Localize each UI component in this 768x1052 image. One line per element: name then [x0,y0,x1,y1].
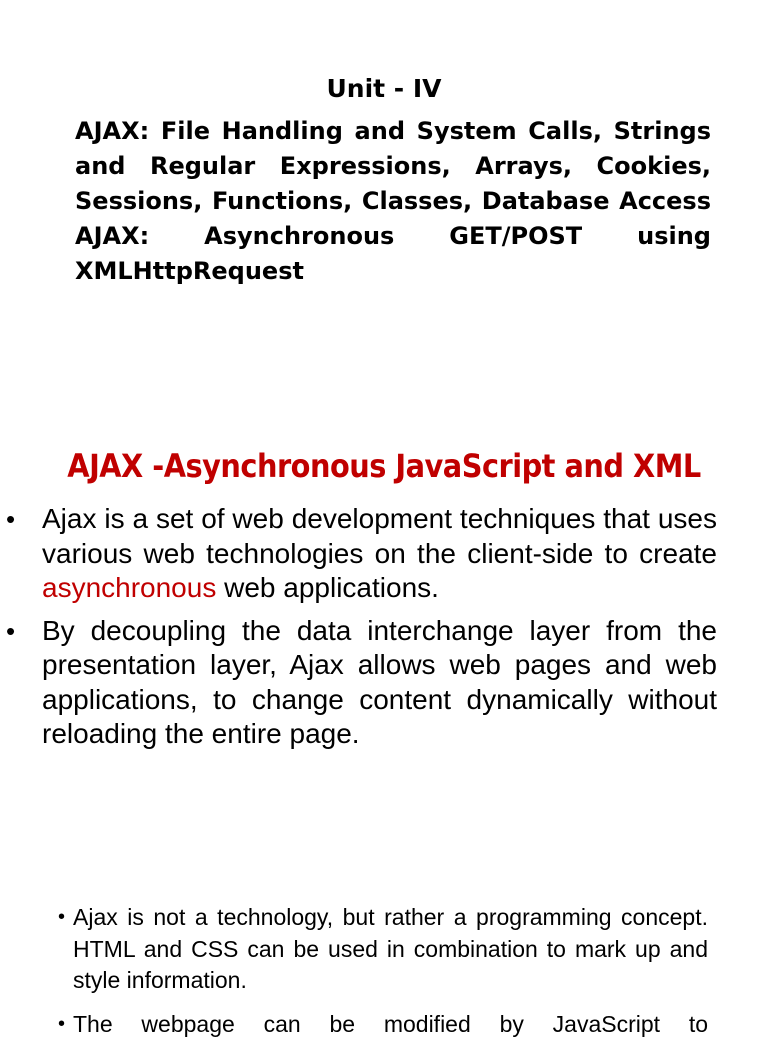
bullet-text [42,502,717,606]
highlighted-term: asynchronous [42,572,217,603]
bullet-item [0,614,768,752]
bullet-icon: • [58,906,66,928]
bullet-list [0,502,768,760]
bullet-text-part: Ajax is a set of web development techniques that uses various web technologies on the client-side to create [42,503,717,569]
unit-title: Unit - IV [326,74,442,103]
sub-bullet-text: The webpage can be modified by JavaScript to [73,1010,708,1037]
unit-slide [0,0,768,300]
sub-bullet-item [0,1009,768,1041]
bullet-icon: • [6,504,16,534]
slide-title: AJAX -Asynchronous JavaScript and XML [67,447,701,485]
bullet-text-part: web applications. [216,572,439,603]
bullet-icon: • [58,1012,66,1035]
bullet-icon: • [6,615,16,646]
bullet-item [0,502,768,606]
sub-bullet-list [0,902,768,1052]
unit-topics: AJAX: File Handling and System Calls, Strings and Regular Expressions, Arrays, Cookies, Sessions, Functions, Classes, Database Access AJAX: Asynchronous GET/POST using XMLHttpRequest [75,117,711,285]
sub-bullet-text: Ajax is not a technology, but rather a programming concept. HTML and CSS can be used in combination to mark up and style information. [73,904,708,993]
bullet-text: By decoupling the data interchange layer from the presentation layer, Ajax allows web pages and web applications, to change content dynamically without reloading the entire page. [42,614,717,749]
sub-bullet-item [0,902,768,997]
